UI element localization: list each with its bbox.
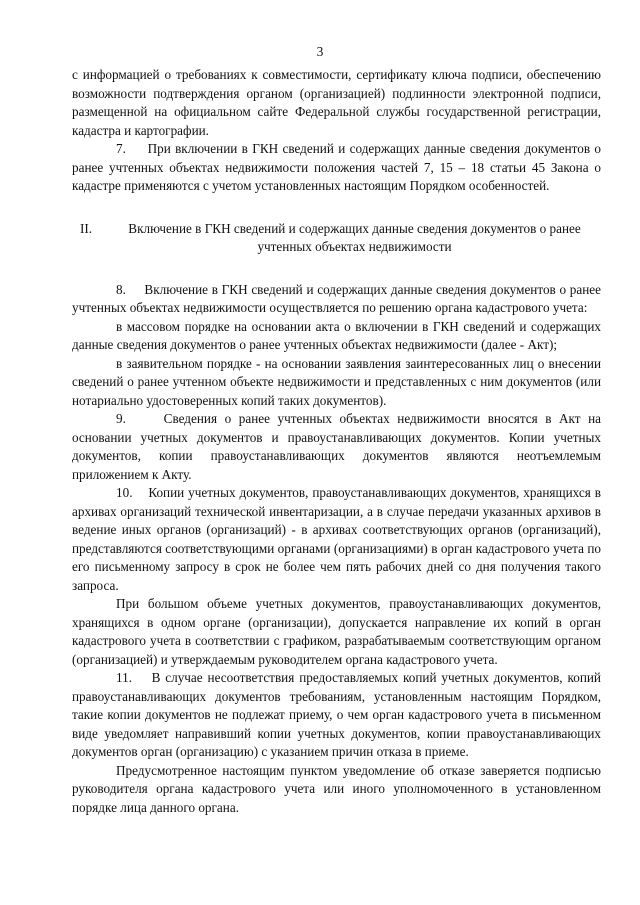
section-heading — [72, 220, 601, 257]
paragraph-11: 11. В случае несоответствия предоставляемых копий учетных документов, копий правоустанавливающих документов требованиям, установленным настоящим Порядком, такие копии документов не подлежат приему, о чем орган кадастрового учета в письменном виде уведомляет направивший копии учетных документов, копии правоустанавливающих документов орган (организацию) с указанием причин отказа в приеме. — [72, 670, 601, 759]
paragraph-11-notice: Предусмотренное настоящим пунктом уведомление об отказе заверяется подписью руководителя органа кадастрового учета или иного уполномоченного в установленном порядке лица данного органа. — [72, 762, 601, 815]
page-number: 3 — [316, 44, 324, 59]
paragraph-8-application-order: в заявительном порядке - на основании заявления заинтересованных лиц о внесении сведений о ранее учтенном объекте недвижимости и представленных с ним документов (или нотариально удостоверенных копий таких документов). — [72, 355, 601, 408]
paragraph-9: 9. Сведения о ранее учтенных объектах недвижимости вносятся в Акт на основании учетных документов и правоустанавливающих документов. Копии учетных документов, копии правоустанавливающих документов являются неотъемлемым приложением к Акту. — [72, 411, 601, 482]
paragraph-7: 7. При включении в ГКН сведений и содержащих данные сведения документов о ранее учтенных объектах недвижимости положения частей 7, 15 – 18 статьи 45 Закона о кадастре применяются с учетом установленных настоящим Порядком особенностей. — [72, 141, 601, 193]
paragraph-10: 10. Копии учетных документов, правоустанавливающих документов, хранящихся в архивах организаций технической инвентаризации, а в случае передачи указанных архивов в ведение иных органов (организаций) - в архивах соответствующих органов (организаций), представляются соответствующими органами (организациями) в орган кадастрового учета по его письменному запросу в срок не более чем пять рабочих дней со дня получения такого запроса. — [72, 485, 601, 593]
document-body — [72, 66, 601, 817]
paragraph-10-large-volume: При большом объеме учетных документов, правоустанавливающих документов, хранящихся в одном органе (организации), допускается направление их копий в орган кадастрового учета в соответствии с графиком, разрабатываемым соответствующим органом (организацией) и утверждаемым руководителем органа кадастрового учета. — [72, 596, 601, 667]
paragraph-continuation: с информацией о требованиях к совместимости, сертификату ключа подписи, обеспечению возможности подтверждения органом (организацией) подлинности электронной подписи, размещенной на официальном сайте Федеральной службы государственной регистрации, кадастра и картографии. — [72, 67, 601, 138]
section-number: II. — [80, 220, 93, 236]
paragraph-8: 8. Включение в ГКН сведений и содержащих данные сведения документов о ранее учтенных объектах недвижимости осуществляется по решению органа кадастрового учета: — [72, 281, 601, 315]
paragraph-8-mass-order: в массовом порядке на основании акта о включении в ГКН сведений и содержащих данные сведения документов о ранее учтенных объектах недвижимости (далее - Акт); — [72, 318, 601, 352]
section-title: Включение в ГКН сведений и содержащих данные сведения документов о ранее учтенных объектах недвижимости — [128, 220, 581, 254]
